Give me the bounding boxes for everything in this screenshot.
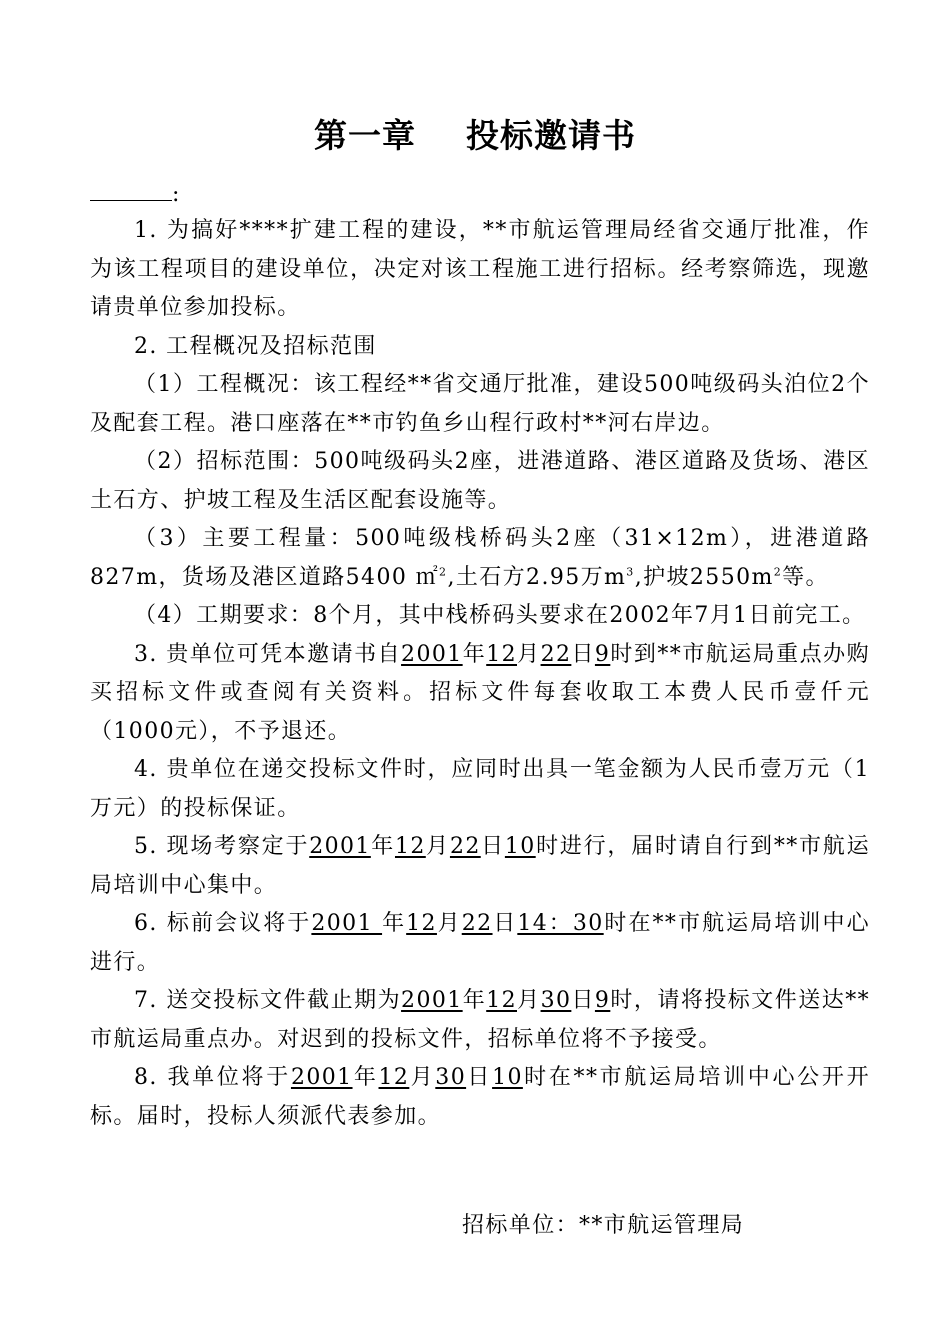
p5-sup-3: 2 (773, 565, 783, 579)
paragraph-9 (90, 828, 870, 905)
p12-year-unit: 年 (352, 1065, 379, 1090)
p12-text-end: 时在**市航运局培训中心公开开标。届时，投标人须派代表参加。 (90, 1065, 870, 1129)
p5-text-d: 等。 (782, 564, 829, 590)
paragraph-1: 1. 为搞好****扩建工程的建设，**市航运管理局经省交通厅批准，作为该工程项目的建设单位，决定对该工程施工进行招标。经考察筛选，现邀请贵单位参加投标。 (90, 218, 870, 320)
p12-text: 8. 我单位将于 (134, 1065, 291, 1090)
p5-text-b: ,土石方2.95万m (447, 564, 627, 590)
p9-month: 12 (394, 834, 426, 859)
paragraph-12 (90, 1059, 870, 1136)
p7-year-unit: 年 (462, 641, 487, 667)
p11-text: 7. 送交投标文件截止期为 (134, 988, 402, 1013)
p7-text-end: 时到**市航运局重点办购买招标文件或查阅有关资料。招标文件每套收取工本费人民币壹仟元（1000元），不予退还。 (90, 641, 870, 744)
p11-text-end: 时，请将投标文件送达**市航运局重点办。对迟到的投标文件，招标单位将不予接受。 (90, 988, 870, 1052)
document-title: 第一章 投标邀请书 (314, 116, 636, 155)
p9-day: 22 (449, 834, 481, 859)
addressee-blank (90, 176, 172, 201)
p7-hour: 9 (594, 641, 611, 667)
p7-text: 3. 贵单位可凭本邀请书自 (134, 641, 402, 667)
p7-month-unit: 月 (517, 641, 541, 667)
addressee-line (90, 176, 179, 214)
paragraph-6: （4）工期要求：8个月，其中栈桥码头要求在2002年7月1日前完工。 (134, 603, 866, 628)
p12-year: 2001 (290, 1065, 353, 1090)
p9-year: 2001 (309, 834, 371, 859)
p10-month-unit: 月 (436, 911, 462, 936)
paragraph-8: 4. 贵单位在递交投标文件时，应同时出具一笔金额为人民币壹万元（1万元）的投标保证。 (90, 757, 870, 821)
paragraph-11 (90, 982, 870, 1059)
p9-text-end: 时进行，届时请自行到**市航运局培训中心集中。 (90, 834, 870, 898)
p11-day-unit: 日 (571, 988, 595, 1013)
p10-time: 14：30 (517, 911, 604, 936)
p10-text-end: 时在**市航运局培训中心进行。 (90, 911, 871, 975)
p10-day: 22 (461, 911, 493, 936)
p7-year: 2001 (401, 641, 463, 667)
p9-hour: 10 (504, 834, 536, 859)
paragraph-5 (90, 520, 870, 597)
p12-day: 30 (435, 1065, 467, 1090)
p12-month: 12 (378, 1065, 410, 1090)
paragraph-2: 2. 工程概况及招标范围 (134, 333, 377, 359)
p7-day-unit: 日 (571, 641, 595, 667)
p5-text-a: （3）主要工程量：500吨级栈桥码头2座（31×12m），进港道路827m，货场及港区道路5400 ㎡ (90, 526, 870, 590)
paragraph-7 (90, 636, 870, 752)
p9-month-unit: 月 (425, 834, 450, 859)
p11-day: 30 (540, 988, 572, 1013)
p5-text-c: ,护坡2550m (634, 564, 774, 590)
p10-text: 6. 标前会议将于 (134, 911, 312, 936)
p9-text: 5. 现场考察定于 (134, 834, 310, 859)
p10-year: 2001 (311, 911, 383, 936)
p11-hour: 9 (594, 988, 611, 1013)
p10-month: 12 (406, 911, 437, 936)
p10-day-unit: 日 (492, 911, 518, 936)
p9-year-unit: 年 (370, 834, 395, 859)
document-body (90, 212, 870, 1136)
p11-month: 12 (486, 988, 517, 1013)
addressee-colon: : (172, 182, 180, 207)
p7-month: 12 (486, 641, 517, 667)
paragraph-3: （1）工程概况：该工程经**省交通厅批准，建设500吨级码头泊位2个及配套工程。港口座落在**市钓鱼乡山程行政村**河右岸边。 (90, 372, 870, 436)
p12-month-unit: 月 (409, 1065, 436, 1090)
p11-year: 2001 (401, 988, 463, 1013)
p5-sup-2: 3 (626, 565, 635, 579)
p9-day-unit: 日 (480, 834, 505, 859)
p12-day-unit: 日 (466, 1065, 493, 1090)
p10-year-unit: 年 (382, 911, 407, 936)
p5-sup-1: 2 (439, 565, 448, 579)
paragraph-4: （2）招标范围：500吨级码头2座，进港道路、港区道路及货场、港区土石方、护坡工程及生活区配套设施等。 (90, 449, 870, 513)
p12-hour: 10 (492, 1065, 523, 1090)
p11-month-unit: 月 (517, 988, 541, 1013)
signature-line: 招标单位：**市航运管理局 (462, 1213, 745, 1238)
paragraph-10 (90, 905, 870, 982)
p7-day: 22 (540, 641, 572, 667)
p11-year-unit: 年 (462, 988, 487, 1013)
